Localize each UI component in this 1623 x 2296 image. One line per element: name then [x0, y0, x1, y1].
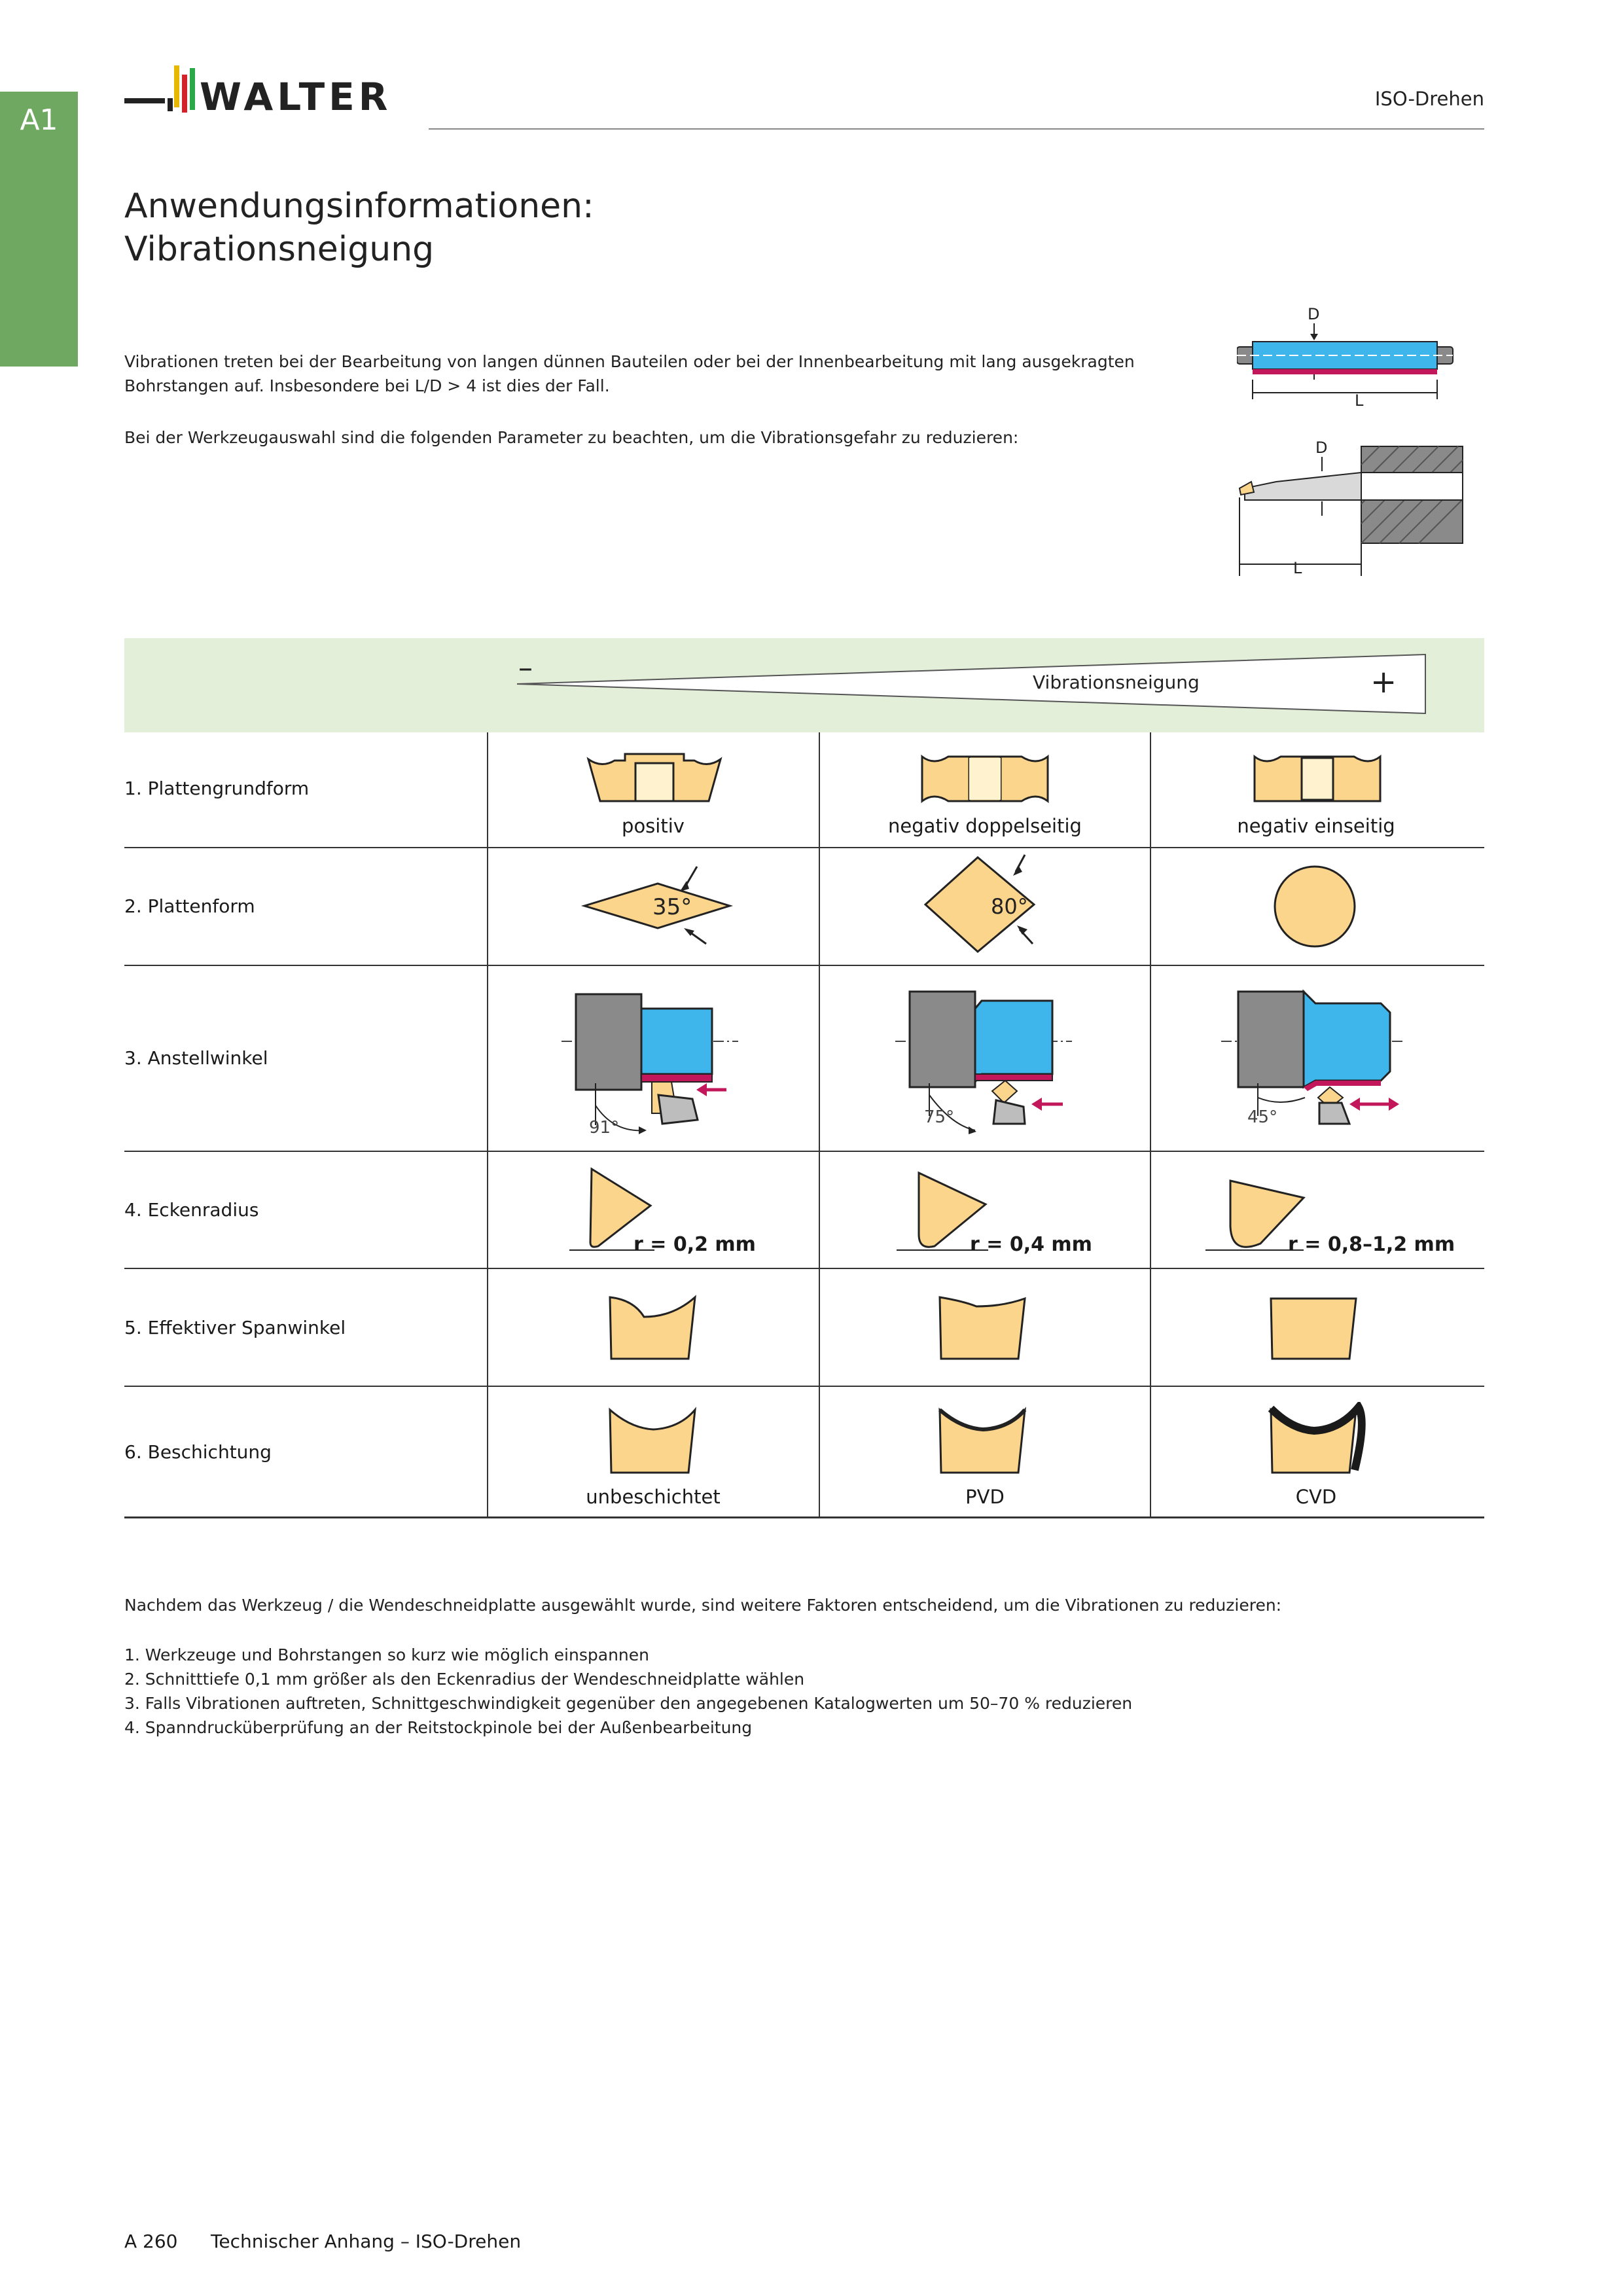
radius-medium-label: r = 0,4 mm — [970, 1233, 1092, 1256]
list-item: 1. Werkzeuge und Bohrstangen so kurz wie möglich einspannen — [124, 1645, 649, 1664]
page-title — [124, 185, 594, 271]
measures-list — [124, 1643, 1486, 1740]
rake-positive-icon — [937, 1291, 1029, 1363]
angle-45-label: 45° — [1247, 1107, 1278, 1127]
column-divider — [819, 732, 820, 1518]
list-item: 4. Spanndrucküberprüfung an der Reitstockpinole bei der Außenbearbeitung — [124, 1718, 753, 1737]
row-label-coating: 6. Beschichtung — [124, 1441, 272, 1463]
caption-positive: positiv — [622, 815, 685, 837]
caption-negative-double: negativ doppelseitig — [888, 815, 1082, 837]
radius-large-label: r = 0,8–1,2 mm — [1288, 1233, 1455, 1256]
insert-positive-icon — [586, 751, 723, 804]
caption-cvd: CVD — [1295, 1486, 1337, 1508]
insert-35-degree-icon — [579, 863, 736, 948]
coating-pvd-icon — [937, 1405, 1029, 1477]
rake-neutral-icon — [1268, 1291, 1360, 1363]
approach-75-diagram — [895, 985, 1072, 1139]
length-label-top: L — [1355, 391, 1364, 410]
chapter-tab: A1 — [0, 92, 78, 367]
header-rule — [429, 128, 1484, 130]
row-label-approach-angle: 3. Anstellwinkel — [124, 1047, 268, 1069]
intro-line-2: Bohrstangen auf. Insbesondere bei L/D > 4 ist dies der Fall. — [124, 376, 610, 395]
intro-paragraph — [124, 350, 1171, 398]
diameter-label-top: D — [1308, 305, 1320, 323]
row-divider — [124, 1386, 1484, 1387]
svg-text:WALTER: WALTER — [200, 75, 392, 119]
list-item: 3. Falls Vibrationen auftreten, Schnittgeschwindigkeit gegenüber den angegebenen Katalogwerten um 50–70 % reduzieren — [124, 1694, 1133, 1713]
followup-paragraph: Nachdem das Werkzeug / die Wendeschneidplatte ausgewählt wurde, sind weitere Faktoren entscheidend, um die Vibrationen zu reduzieren: — [124, 1596, 1282, 1615]
caption-negative-single: negativ einseitig — [1237, 815, 1395, 837]
row-divider — [124, 965, 1484, 966]
vibration-wedge — [510, 648, 1440, 720]
angle-91-label: 91° — [589, 1118, 620, 1138]
length-label-bottom: L — [1293, 559, 1302, 576]
row-divider — [124, 847, 1484, 848]
insert-round-icon — [1272, 864, 1357, 949]
table-bottom-rule — [124, 1516, 1484, 1518]
coating-cvd-icon — [1268, 1402, 1366, 1477]
rake-strong-positive-icon — [607, 1291, 699, 1363]
diameter-label-bottom: D — [1315, 439, 1328, 457]
insert-80-degree-icon — [923, 852, 1054, 957]
scale-label: Vibrationsneigung — [1033, 672, 1200, 693]
intro-line-1: Vibrationen treten bei der Bearbeitung von langen dünnen Bauteilen oder bei der Innenbearbeitung mit lang ausgekragten — [124, 352, 1135, 371]
page-number: A 260 — [124, 2231, 178, 2252]
row-label-corner-radius: 4. Eckenradius — [124, 1199, 259, 1221]
title-line-2: Vibrationsneigung — [124, 230, 435, 269]
section-label: ISO-Drehen — [1374, 88, 1484, 110]
scale-minus: – — [518, 651, 533, 685]
scale-plus: + — [1370, 664, 1397, 700]
column-divider — [487, 732, 488, 1518]
angle-80-label: 80° — [991, 894, 1028, 919]
row-label-insert-basic-shape: 1. Plattengrundform — [124, 778, 310, 799]
angle-35-label: 35° — [652, 894, 692, 920]
footer-text: Technischer Anhang – ISO-Drehen — [211, 2231, 522, 2252]
intro-paragraph-2: Bei der Werkzeugauswahl sind die folgenden Parameter zu beachten, um die Vibrationsgefahr zu reduzieren: — [124, 428, 1019, 447]
caption-pvd: PVD — [965, 1486, 1005, 1508]
column-divider — [1150, 732, 1151, 1518]
ld-ratio-diagrams — [1237, 301, 1486, 576]
angle-75-label: 75° — [924, 1107, 955, 1127]
walter-logo — [124, 60, 406, 132]
radius-small-label: r = 0,2 mm — [633, 1233, 756, 1256]
row-divider — [124, 1151, 1484, 1152]
title-line-1: Anwendungsinformationen: — [124, 187, 594, 226]
list-item: 2. Schnitttiefe 0,1 mm größer als den Eckenradius der Wendeschneidplatte wählen — [124, 1670, 805, 1689]
caption-uncoated: unbeschichtet — [586, 1486, 721, 1508]
coating-uncoated-icon — [607, 1405, 699, 1477]
approach-45-diagram — [1221, 985, 1404, 1139]
row-divider — [124, 1268, 1484, 1269]
approach-91-diagram — [562, 985, 738, 1139]
row-label-insert-shape: 2. Plattenform — [124, 895, 255, 917]
insert-negative-single-icon — [1252, 751, 1383, 804]
insert-negative-double-icon — [919, 751, 1050, 804]
row-label-rake-angle: 5. Effektiver Spanwinkel — [124, 1317, 346, 1338]
